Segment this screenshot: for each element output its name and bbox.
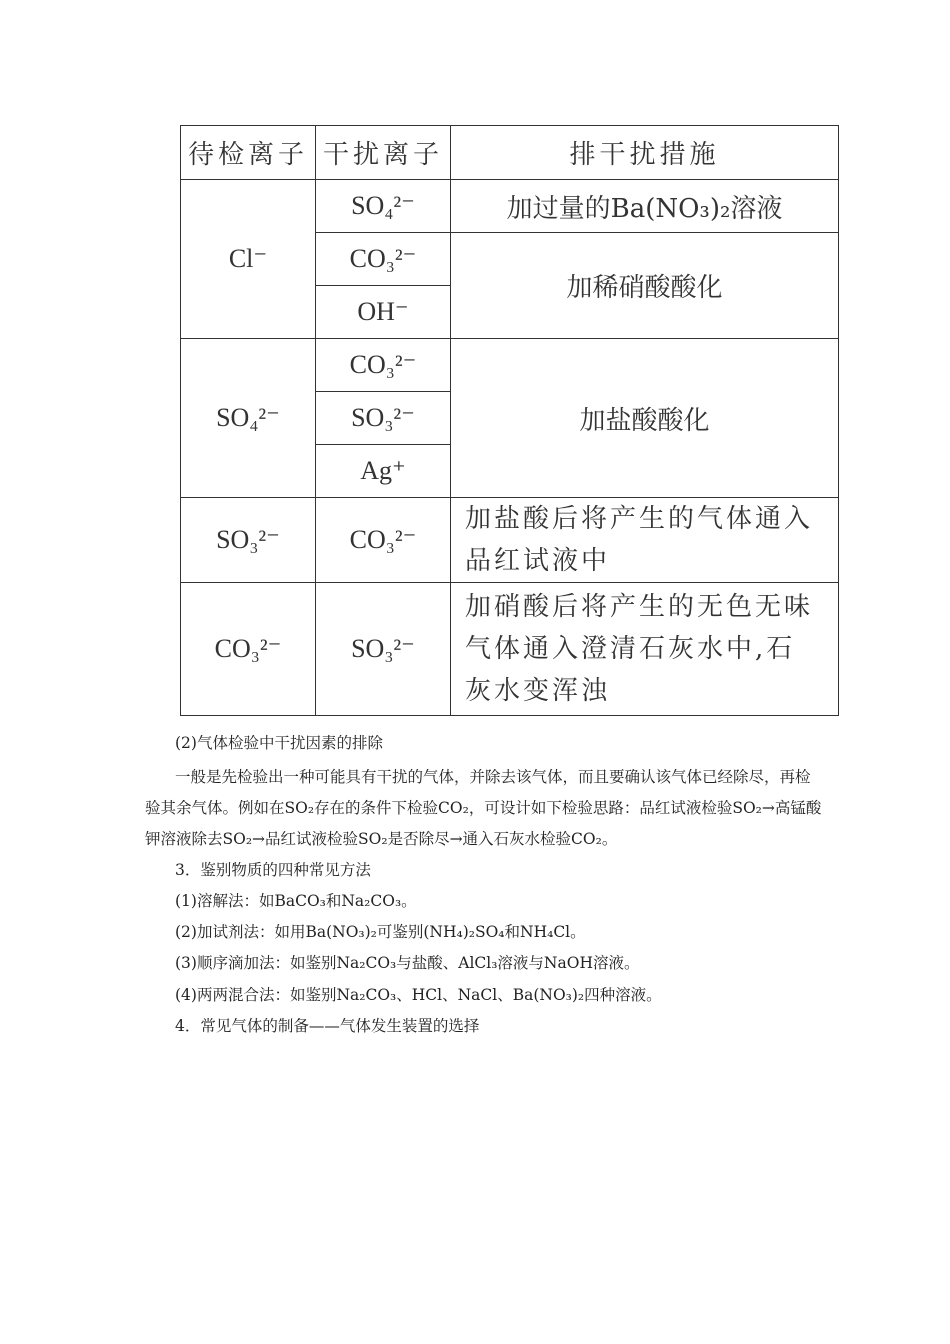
table-header-row bbox=[181, 126, 839, 180]
interfering-ion: OH⁻ bbox=[316, 286, 451, 339]
method-1: (1)溶解法：如BaCO₃和Na₂CO₃。 bbox=[175, 892, 417, 910]
measure-cell: 加盐酸酸化 bbox=[451, 339, 839, 498]
header-target-ion: 待检离子 bbox=[181, 126, 316, 180]
measure-cell: 加稀硝酸酸化 bbox=[451, 233, 839, 339]
table-row bbox=[181, 339, 839, 392]
method-4: (4)两两混合法：如鉴别Na₂CO₃、HCl、NaCl、Ba(NO₃)₂四种溶液。 bbox=[175, 986, 662, 1004]
measure-cell: 加过量的Ba(NO₃)₂溶液 bbox=[451, 180, 839, 233]
interfering-ion: SO₄²⁻ bbox=[316, 180, 451, 233]
target-ion-cl: Cl⁻ bbox=[181, 180, 316, 339]
table-row bbox=[181, 583, 839, 716]
interfering-ion: CO₃²⁻ bbox=[316, 233, 451, 286]
section-4-title: 4．常见气体的制备——气体发生装置的选择 bbox=[175, 1017, 480, 1035]
ion-interference-table bbox=[180, 125, 839, 716]
method-3: (3)顺序滴加法：如鉴别Na₂CO₃与盐酸、AlCl₃溶液与NaOH溶液。 bbox=[175, 954, 640, 972]
measure-cell: 加盐酸后将产生的气体通入品红试液中 bbox=[451, 498, 839, 583]
measure-cell: 加硝酸后将产生的无色无味气体通入澄清石灰水中,石灰水变浑浊 bbox=[451, 583, 839, 716]
interfering-ion: CO₃²⁻ bbox=[316, 498, 451, 583]
method-2: (2)加试剂法：如用Ba(NO₃)₂可鉴别(NH₄)₂SO₄和NH₄Cl。 bbox=[175, 923, 586, 941]
interfering-ion: CO₃²⁻ bbox=[316, 339, 451, 392]
interfering-ion: SO₃²⁻ bbox=[316, 583, 451, 716]
interfering-ion: SO₃²⁻ bbox=[316, 392, 451, 445]
target-ion-so3: SO₃²⁻ bbox=[181, 498, 316, 583]
section-2-title: (2)气体检验中干扰因素的排除 bbox=[175, 734, 383, 752]
header-measure: 排干扰措施 bbox=[451, 126, 839, 180]
header-interfering-ion: 干扰离子 bbox=[316, 126, 451, 180]
table-row bbox=[181, 498, 839, 583]
section-3-title: 3．鉴别物质的四种常见方法 bbox=[175, 861, 371, 879]
table-row bbox=[181, 180, 839, 233]
target-ion-so4: SO₄²⁻ bbox=[181, 339, 316, 498]
target-ion-co3: CO₃²⁻ bbox=[181, 583, 316, 716]
interfering-ion: Ag⁺ bbox=[316, 445, 451, 498]
section-2-paragraph: 一般是先检验出一种可能具有干扰的气体，并除去该气体，而且要确认该气体已经除尽，再检验其余气体。例如在SO₂存在的条件下检验CO₂，可设计如下检验思路：品红试液检验SO₂→高锰酸钾溶液除去SO₂→品红试液检验SO₂是否除尽→通入石灰水检验CO₂。 bbox=[145, 768, 822, 848]
